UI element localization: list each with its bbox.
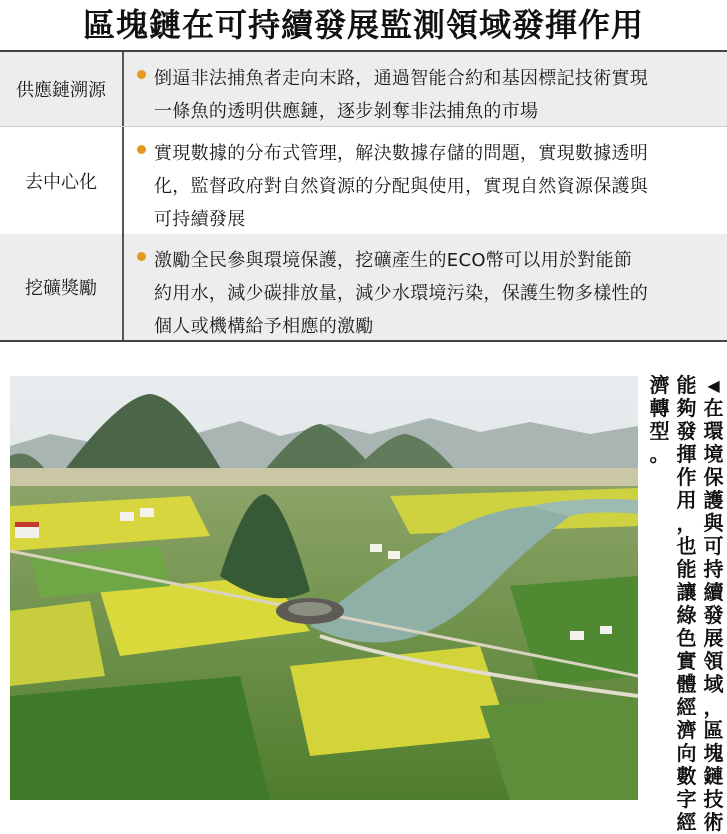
caption-char: 續 xyxy=(703,580,724,604)
caption-char: 持 xyxy=(703,557,724,581)
caption-column xyxy=(700,374,727,834)
caption-char: 展 xyxy=(703,626,724,650)
caption-char: ， xyxy=(676,511,697,535)
caption-char: 揮 xyxy=(676,442,697,466)
caption-char: 鏈 xyxy=(703,764,724,788)
bullet-dot-icon xyxy=(137,145,146,154)
caption-char: 數 xyxy=(676,764,697,788)
table-row xyxy=(0,234,727,340)
caption-char: 用 xyxy=(676,488,697,512)
row-line: 約用水，減少碳排放量，減少水環境污染，保護生物多樣性的 xyxy=(154,283,649,304)
landscape-photo xyxy=(10,376,638,800)
caption-char: 護 xyxy=(703,488,724,512)
caption-char: 濟 xyxy=(676,718,697,742)
caption-char: 經 xyxy=(676,810,697,834)
table-row xyxy=(0,52,727,126)
row-line: 一條魚的透明供應鏈，逐步剝奪非法捕魚的市場 xyxy=(154,101,539,122)
row-label: 供應鏈溯源 xyxy=(0,52,124,126)
row-body xyxy=(124,127,727,235)
caption-char: 領 xyxy=(703,649,724,673)
row-line: 可持續發展 xyxy=(154,209,246,230)
caption-char: 向 xyxy=(676,741,697,765)
row-body xyxy=(124,234,727,340)
bullet-dot-icon xyxy=(137,70,146,79)
caption-char: ， xyxy=(703,695,724,719)
row-label: 挖礦獎勵 xyxy=(0,234,124,340)
caption-char: 。 xyxy=(649,442,670,466)
caption-char: 字 xyxy=(676,787,697,811)
caption-char: 讓 xyxy=(676,580,697,604)
caption-char: 與 xyxy=(703,511,724,535)
row-label: 去中心化 xyxy=(0,127,124,235)
caption-char: 夠 xyxy=(676,396,697,420)
row-line: 實現數據的分布式管理，解決數據存儲的問題，實現數據透明 xyxy=(154,143,649,164)
row-line: 激勵全民參與環境保護，挖礦產生的ECO幣可以用於對能節 xyxy=(154,250,633,271)
caption-char: 也 xyxy=(676,534,697,558)
caption-char: 綠 xyxy=(676,603,697,627)
row-line: 個人或機構給予相應的激勵 xyxy=(154,316,374,337)
table-row xyxy=(0,126,727,236)
caption-column xyxy=(673,373,700,834)
caption-char: 域 xyxy=(703,672,724,696)
caption-char: 濟 xyxy=(649,373,670,397)
caption-char: 技 xyxy=(703,787,724,811)
caption-char: 環 xyxy=(703,419,724,443)
caption-char: 轉 xyxy=(649,396,670,420)
caption-char: 能 xyxy=(676,557,697,581)
caption-char: 塊 xyxy=(703,741,724,765)
caption-char: 術 xyxy=(703,810,724,834)
caption-char: 型 xyxy=(649,419,670,443)
row-line: 化，監督政府對自然資源的分配與使用，實現自然資源保護與 xyxy=(154,176,649,197)
caption-char: 可 xyxy=(703,534,724,558)
row-line: 倒逼非法捕魚者走向末路，通過智能合約和基因標記技術實現 xyxy=(154,68,649,89)
headline: 區塊鏈在可持續發展監測領域發揮作用 xyxy=(82,6,644,44)
bullet-dot-icon xyxy=(137,252,146,261)
caption-char: 實 xyxy=(676,649,697,673)
caption-char: 作 xyxy=(676,465,697,489)
info-table xyxy=(0,50,727,342)
caption-char: 經 xyxy=(676,695,697,719)
caption-char: 區 xyxy=(703,718,724,742)
caption-char: 能 xyxy=(676,373,697,397)
photo-caption xyxy=(638,373,727,834)
caption-char: 發 xyxy=(703,603,724,627)
caption-char: 體 xyxy=(676,672,697,696)
caption-char: 保 xyxy=(703,465,724,489)
caption-char: 境 xyxy=(703,442,724,466)
caption-char: 色 xyxy=(676,626,697,650)
caption-char: 發 xyxy=(676,419,697,443)
caption-arrow-icon: ◀ xyxy=(707,376,720,395)
row-body xyxy=(124,52,727,126)
caption-char: 在 xyxy=(703,396,724,420)
caption-column xyxy=(646,374,673,800)
